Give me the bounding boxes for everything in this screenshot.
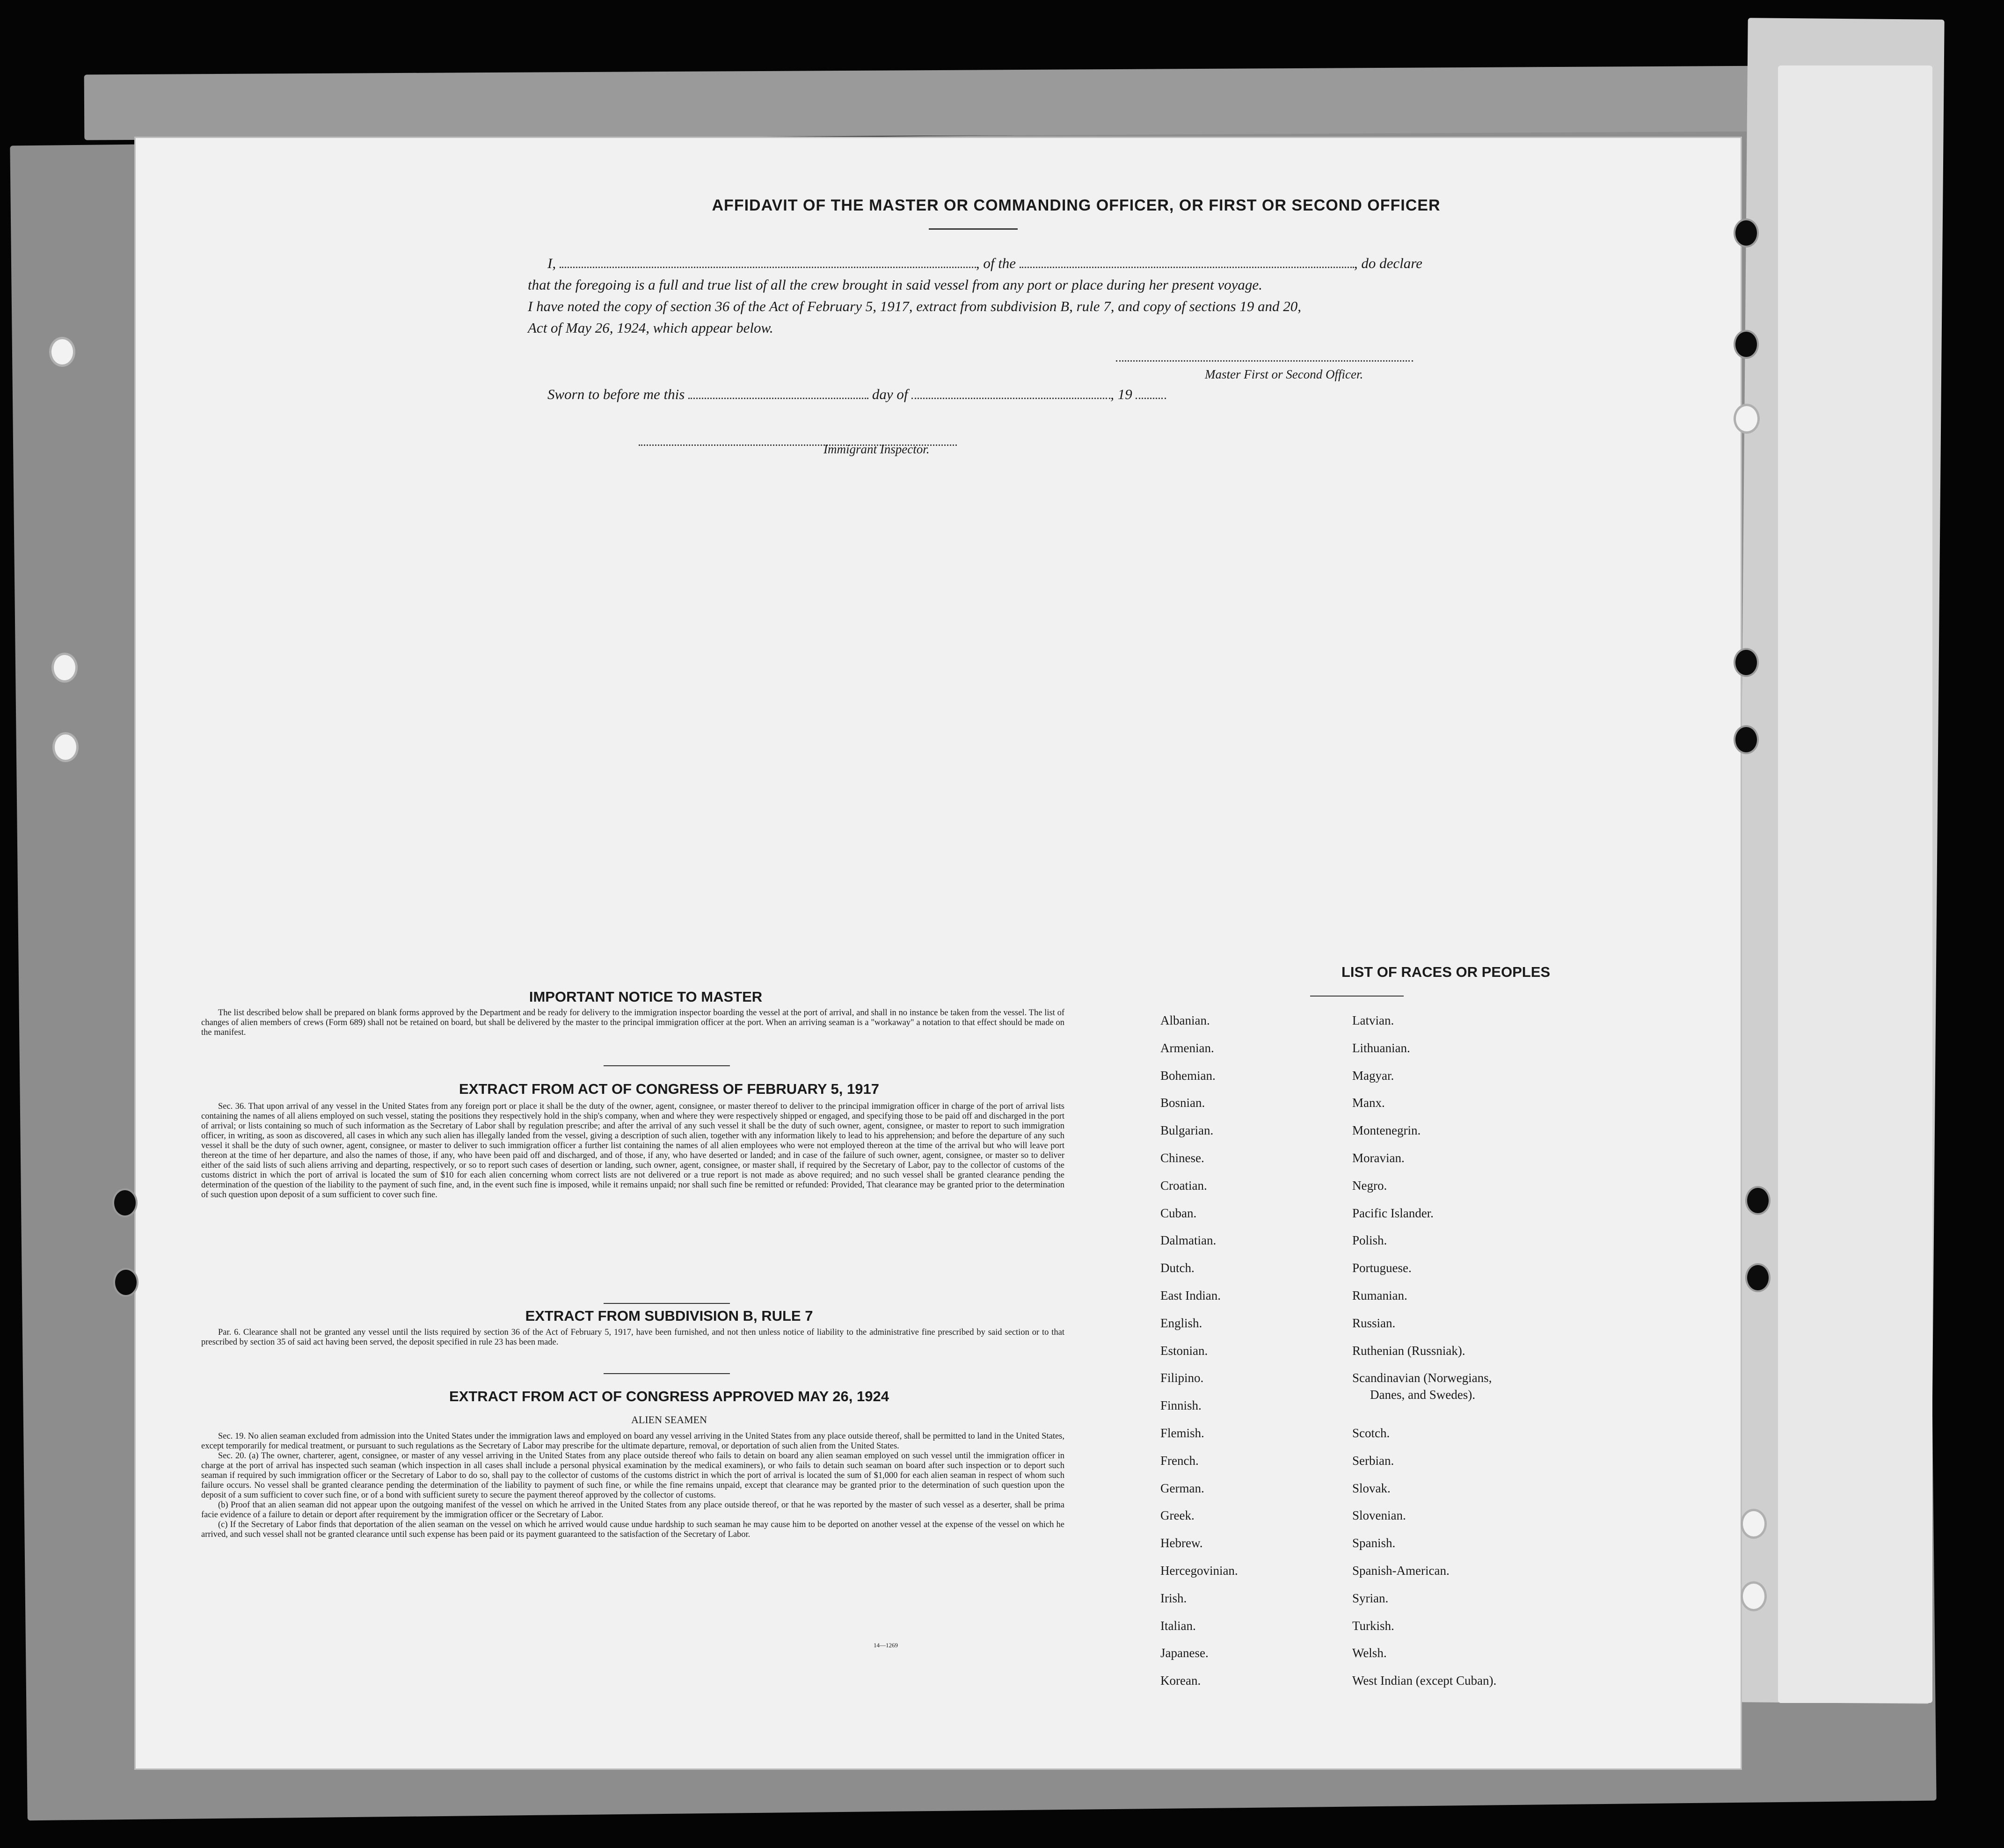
punch-hole: [1745, 1186, 1771, 1215]
race-item: German.: [1160, 1481, 1204, 1495]
affidavit-do-declare: , do declare: [1354, 255, 1422, 271]
race-item: Russian.: [1352, 1316, 1396, 1330]
race-item: Rumanian.: [1352, 1288, 1407, 1302]
race-item: Chinese.: [1160, 1151, 1204, 1165]
affidavit-line-1: [547, 253, 1596, 274]
year-prefix: , 19: [1110, 386, 1132, 402]
race-item: Magyar.: [1352, 1068, 1394, 1083]
sec-19-paragraph: Sec. 19. No alien seaman excluded from admission into the United States under the immigration laws and employed on board any vessel arriving in the United States from any place outside thereof, shall be permitted to land in the United States, except temporarily for medical treatment, or pursuant to such regulations as the Secretary of Labor may prescribe for the ultimate departure, removal, or deportation of such alien from the United States.: [201, 1432, 1064, 1451]
race-item: Bulgarian.: [1160, 1123, 1214, 1138]
master-signature-label: Master First or Second Officer.: [1205, 367, 1363, 381]
race-item: Dutch.: [1160, 1261, 1195, 1275]
punch-hole: [52, 732, 79, 762]
race-item: Croatian.: [1160, 1178, 1207, 1193]
rule-7-text: [201, 1328, 1064, 1347]
race-item: English.: [1160, 1316, 1202, 1330]
race-item: Serbian.: [1352, 1453, 1394, 1468]
sworn-day-field[interactable]: [688, 387, 868, 399]
race-item: Scandinavian (Norwegians,: [1352, 1371, 1492, 1385]
race-item: Estonian.: [1160, 1343, 1208, 1358]
race-item: Hercegovinian.: [1160, 1564, 1238, 1578]
sworn-month-field[interactable]: [911, 387, 1110, 399]
day-of-text: day of: [872, 386, 908, 402]
sec-20b-paragraph: (b) Proof that an alien seaman did not appear upon the outgoing manifest of the vessel on which he arrived in the United States from any place outside thereof, or that he was reported by the master of such vessel as a deserter, shall be prima facie evidence of a failure to detain or deport after requirement by the immigration officer or the Secretary of Labor.: [201, 1500, 1064, 1520]
divider: [604, 1303, 730, 1304]
race-item: Latvian.: [1352, 1013, 1394, 1027]
affidavit-line-3: I have noted the copy of section 36 of the Act of February 5, 1917, extract from subdivision B, rule 7, and copy of sections 19 and 20,: [528, 298, 1302, 314]
race-item: West Indian (except Cuban).: [1352, 1673, 1497, 1688]
punch-hole: [1734, 725, 1759, 754]
inspector-label: Immigrant Inspector.: [823, 442, 930, 456]
underlying-sheet-top: [84, 65, 1788, 140]
punch-hole: [1745, 1263, 1771, 1292]
affidavit-line-2: that the foregoing is a full and true list of all the crew brought in said vessel from any port or place during her present voyage.: [528, 276, 1262, 293]
race-item: Bohemian.: [1160, 1068, 1216, 1083]
race-item: Armenian.: [1160, 1040, 1214, 1055]
race-item: Welsh.: [1352, 1646, 1387, 1660]
race-item: Korean.: [1160, 1673, 1201, 1688]
race-item: Dalmatian.: [1160, 1233, 1217, 1248]
punch-hole: [1734, 404, 1760, 434]
race-item: Finnish.: [1160, 1398, 1202, 1413]
form-number: 14—1269: [874, 1642, 898, 1649]
punch-hole: [112, 1188, 138, 1217]
race-item: Albanian.: [1160, 1013, 1210, 1027]
act-1917-title: EXTRACT FROM ACT OF CONGRESS OF FEBRUARY 5, 1917: [459, 1081, 879, 1097]
punch-hole: [113, 1268, 138, 1297]
race-item: Pacific Islander.: [1352, 1206, 1434, 1220]
affidavit-i: I,: [547, 255, 556, 271]
affidavit-of-the: , of the: [976, 255, 1016, 271]
punch-hole: [1734, 648, 1759, 677]
race-item: Lithuanian.: [1352, 1040, 1410, 1055]
sworn-line: [547, 386, 1166, 403]
alien-seamen-subtitle: ALIEN SEAMEN: [631, 1414, 707, 1426]
race-item: Manx.: [1352, 1096, 1385, 1110]
affidavit-title: AFFIDAVIT OF THE MASTER OR COMMANDING OFFICER, OR FIRST OR SECOND OFFICER: [712, 196, 1441, 214]
race-item: Slovak.: [1352, 1481, 1391, 1495]
race-item: Cuban.: [1160, 1206, 1197, 1220]
divider: [929, 228, 1018, 230]
divider: [1310, 996, 1404, 997]
divider: [604, 1373, 730, 1374]
race-item: Flemish.: [1160, 1426, 1204, 1440]
punch-hole: [51, 653, 78, 683]
race-item: Ruthenian (Russniak).: [1352, 1343, 1465, 1358]
punch-hole: [1734, 218, 1759, 247]
punch-hole: [1734, 330, 1759, 359]
race-item: Hebrew.: [1160, 1536, 1203, 1550]
race-item: Slovenian.: [1352, 1508, 1406, 1523]
rule-7-title: EXTRACT FROM SUBDIVISION B, RULE 7: [525, 1308, 813, 1324]
race-item: Polish.: [1352, 1233, 1387, 1248]
race-item: Scotch.: [1352, 1426, 1390, 1440]
affidavit-body: [528, 253, 1596, 339]
race-item: Italian.: [1160, 1618, 1196, 1633]
sec-20c-paragraph: (c) If the Secretary of Labor finds that deportation of the alien seaman on the vessel on which he arrived would cause undue hardship to such seaman he may cause him to be deported on another vessel at the expense of the vessel on which he arrived, and such vessel shall not be granted clearance until such expense has been paid or its payment guaranteed to the satisfaction of the Secretary of Labor.: [201, 1520, 1064, 1539]
race-item: Irish.: [1160, 1591, 1187, 1605]
sec-20a-paragraph: Sec. 20. (a) The owner, charterer, agent, consignee, or master of any vessel arriving in the United States from any place outside thereof who fails to detain on board any alien seaman employed on such vessel until the immigration officer in charge at the port of arrival has inspected such seaman (which inspection in all cases shall include a personal physical examination by the medical examiners), or who fails to detain such seaman on board after such inspection or to deport such seaman if required by such immigration officer or the Secretary of Labor to do so, shall pay to the collector of customs of the customs district in which the port of arrival is located the sum of $1,000 for each alien seaman in respect of whom such failure occurs. No vessel shall be granted clearance pending the determination of the liability to payment of such fine, or while the fine remains unpaid, except that clearance may be granted prior to the determination of such question upon the deposit of a sum sufficient to cover such fine, or of a bond with sufficient surety to secure the payment thereof approved by the collector of customs.: [201, 1451, 1064, 1500]
notice-text: [201, 1008, 1064, 1038]
notice-title: IMPORTANT NOTICE TO MASTER: [529, 989, 763, 1005]
race-item: Moravian.: [1352, 1151, 1405, 1165]
race-item: Negro.: [1352, 1178, 1387, 1193]
race-item: Spanish-American.: [1352, 1564, 1450, 1578]
races-title: LIST OF RACES OR PEOPLES: [1341, 964, 1551, 980]
punch-hole: [1741, 1509, 1767, 1539]
punch-hole: [1741, 1581, 1767, 1611]
race-item: Bosnian.: [1160, 1096, 1205, 1110]
underlying-sheet-right-front: [1778, 65, 1932, 1703]
par-6-paragraph: Par. 6. Clearance shall not be granted any vessel until the lists required by section 36 of the Act of February 5, 1917, have been furnished, and not then unless notice of liability to the administrative fine prescribed by said section or to that prescribed by section 35 of said act having been served, the deposit specified in rule 23 has been made.: [201, 1328, 1064, 1347]
race-item: Portuguese.: [1352, 1261, 1412, 1275]
notice-paragraph: The list described below shall be prepared on blank forms approved by the Department and be ready for delivery to the immigration inspector boarding the vessel at the port of arrival, and shall in no instance be taken from the vessel. The list of changes of alien members of crews (Form 689) shall not be retained on board, but shall be delivered by the master to the principal immigration officer at the port. When an arriving seaman is a "workaway" a notation to that effect should be made on the manifest.: [201, 1008, 1064, 1037]
act-1924-title: EXTRACT FROM ACT OF CONGRESS APPROVED MAY 26, 1924: [449, 1388, 889, 1404]
master-signature-line[interactable]: [1116, 350, 1413, 362]
sworn-year-field[interactable]: [1136, 387, 1166, 399]
act-1924-text: [201, 1432, 1064, 1540]
divider: [604, 1065, 730, 1066]
race-item: Montenegrin.: [1352, 1123, 1421, 1138]
race-item: Turkish.: [1352, 1618, 1394, 1633]
name-field[interactable]: [560, 256, 976, 268]
race-item: Spanish.: [1352, 1536, 1396, 1550]
affidavit-line-4: Act of May 26, 1924, which appear below.: [528, 320, 773, 336]
sec-36-paragraph: Sec. 36. That upon arrival of any vessel in the United States from any foreign port or place it shall be the duty of the owner, agent, consignee, or master thereof to deliver to the principal immigration officer in charge of the port of arrival lists containing the names of all aliens employed on such vessel, stating the positions they respectively hold in the ship's company, when and where they were respectively shipped or engaged, and specifying those to be paid off and discharged in the port of arrival; or lists containing so much of such information as the Secretary of Labor shall by regulation prescribe; and after the arrival of any such vessel it shall be the duty of such owner, agent, consignee, or master to report to such immigration officer, in writing, as soon as discovered, all cases in which any such alien has illegally landed from the vessel, giving a description of such alien, together with any information likely to lead to his apprehension; and before the departure of any such vessel it shall be the duty of such owner, agent, consignee, or master to deliver to such immigration officer a further list containing the names of all alien employees who were not employed thereon at the time of the arrival but who will leave port thereon at the time of her departure, and also the names of those, if any, who have been paid off and discharged, and of those, if any, who have deserted or landed; and in case of the failure of such owner, agent, consignee, or master so to deliver either of the said lists of such aliens arriving and departing, respectively, or so to report such cases of desertion or landing, such owner, agent, consignee, or master shall, if required by the Secretary of Labor, pay to the collector of customs of the customs district in which the port of arrival is located the sum of $10 for each alien concerning whom correct lists are not delivered or a true report is not made as above required; and no such vessel shall be granted clearance pending the determination of the question of the liability to the payment of such fine, and, in the event such fine is imposed, while it remains unpaid; nor shall such fine be remitted or refunded: Provided, That clearance may be granted prior to the determination of such question upon deposit of a sum sufficient to cover such fine.: [201, 1102, 1064, 1200]
vessel-field[interactable]: [1020, 256, 1354, 268]
race-item: French.: [1160, 1453, 1199, 1468]
race-item: Japanese.: [1160, 1646, 1209, 1660]
race-item: Filipino.: [1160, 1371, 1204, 1385]
document-page: [136, 138, 1741, 1768]
punch-hole: [49, 337, 75, 367]
race-item: Danes, and Swedes).: [1370, 1388, 1475, 1402]
sworn-text: Sworn to before me this: [547, 386, 685, 402]
race-item: Greek.: [1160, 1508, 1195, 1523]
act-1917-text: [201, 1102, 1064, 1200]
race-item: Syrian.: [1352, 1591, 1389, 1605]
race-item: East Indian.: [1160, 1288, 1221, 1302]
